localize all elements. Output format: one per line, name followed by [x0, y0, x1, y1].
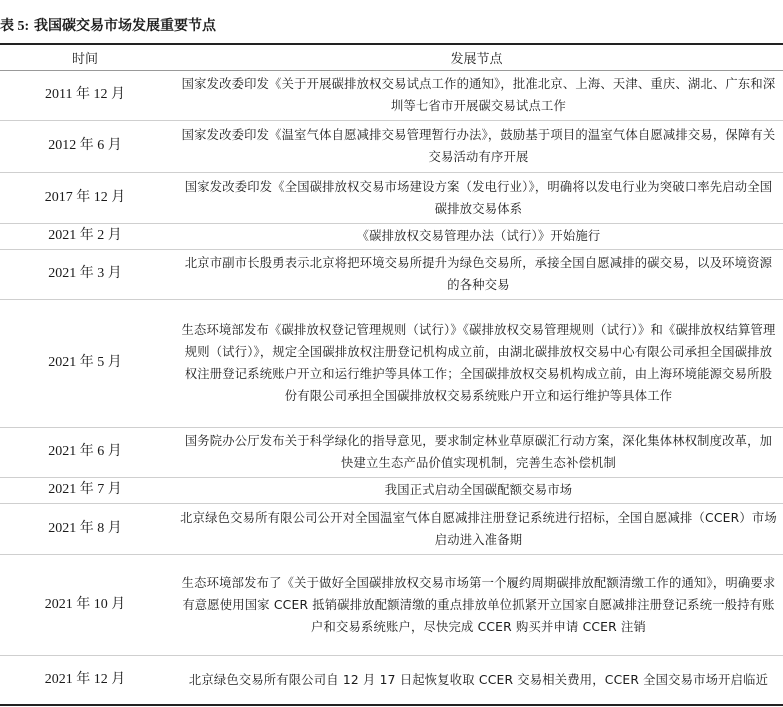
table-header-row — [0, 44, 783, 70]
row-node: 生态环境部发布《碳排放权登记管理规则（试行）》《碳排放权交易管理规则（试行）》和《碳排放权结算管理规则（试行）》，规定全国碳排放权注册登记机构成立前，由湖北碳排放权交易中心有限公司承担全国碳排放权注册登记系统账户开立和运行维护等具体工作；全国碳排放权交易机构成立前，由上海环境能源交易所股份有限公司承担全国碳排放权交易系统账户开立和运行维护等具体工作 — [170, 299, 783, 427]
header-time: 时间 — [0, 44, 170, 70]
row-node: 生态环境部发布了《关于做好全国碳排放权交易市场第一个履约周期碳排放配额清缴工作的通知》，明确要求有意愿使用国家 CCER 抵销碳排放配额清缴的重点排放单位抓紧开立国家自愿减排注册登记系统一般持有账户和交易系统账户，尽快完成 CCER 购买并申请 CCER 注销 — [170, 554, 783, 655]
row-time: 2021 年 6 月 — [0, 427, 170, 477]
row-node: 国务院办公厅发布关于科学绿化的指导意见，要求制定林业草原碳汇行动方案，深化集体林权制度改革，加快建立生态产品价值实现机制，完善生态补偿机制 — [170, 427, 783, 477]
table-row — [0, 120, 783, 172]
row-node: 《碳排放权交易管理办法（试行）》开始施行 — [170, 223, 783, 249]
milestones-table — [0, 43, 783, 706]
row-time: 2021 年 10 月 — [0, 554, 170, 655]
row-node: 国家发改委印发《温室气体自愿减排交易管理暂行办法》，鼓励基于项目的温室气体自愿减排交易，保障有关交易活动有序开展 — [170, 120, 783, 172]
table-row — [0, 223, 783, 249]
table-row — [0, 172, 783, 223]
table-row — [0, 249, 783, 299]
row-time: 2021 年 3 月 — [0, 249, 170, 299]
table-row — [0, 70, 783, 120]
table-row — [0, 554, 783, 655]
table-row — [0, 299, 783, 427]
table-row — [0, 427, 783, 477]
table-row — [0, 655, 783, 705]
row-node: 北京绿色交易所有限公司自 12 月 17 日起恢复收取 CCER 交易相关费用，CCER 全国交易市场开启临近 — [170, 655, 783, 705]
table-caption — [0, 14, 216, 38]
row-node: 我国正式启动全国碳配额交易市场 — [170, 477, 783, 503]
row-node: 北京绿色交易所有限公司公开对全国温室气体自愿减排注册登记系统进行招标，全国自愿减排（CCER）市场启动进入准备期 — [170, 503, 783, 554]
table-row — [0, 503, 783, 554]
row-node: 国家发改委印发《关于开展碳排放权交易试点工作的通知》，批准北京、上海、天津、重庆、湖北、广东和深圳等七省市开展碳交易试点工作 — [170, 70, 783, 120]
row-time: 2021 年 5 月 — [0, 299, 170, 427]
caption-title: 我国碳交易市场发展重要节点 — [34, 18, 217, 34]
row-time: 2011 年 12 月 — [0, 70, 170, 120]
row-time: 2017 年 12 月 — [0, 172, 170, 223]
row-time: 2021 年 7 月 — [0, 477, 170, 503]
row-node: 北京市副市长殷勇表示北京将把环境交易所提升为绿色交易所，承接全国自愿减排的碳交易，以及环境资源的各种交易 — [170, 249, 783, 299]
row-node: 国家发改委印发《全国碳排放权交易市场建设方案（发电行业）》，明确将以发电行业为突破口率先启动全国碳排放交易体系 — [170, 172, 783, 223]
caption-label: 表 5: — [0, 19, 30, 34]
header-node: 发展节点 — [170, 44, 783, 70]
row-time: 2012 年 6 月 — [0, 120, 170, 172]
table-row — [0, 477, 783, 503]
row-time: 2021 年 2 月 — [0, 223, 170, 249]
row-time: 2021 年 12 月 — [0, 655, 170, 705]
row-time: 2021 年 8 月 — [0, 503, 170, 554]
